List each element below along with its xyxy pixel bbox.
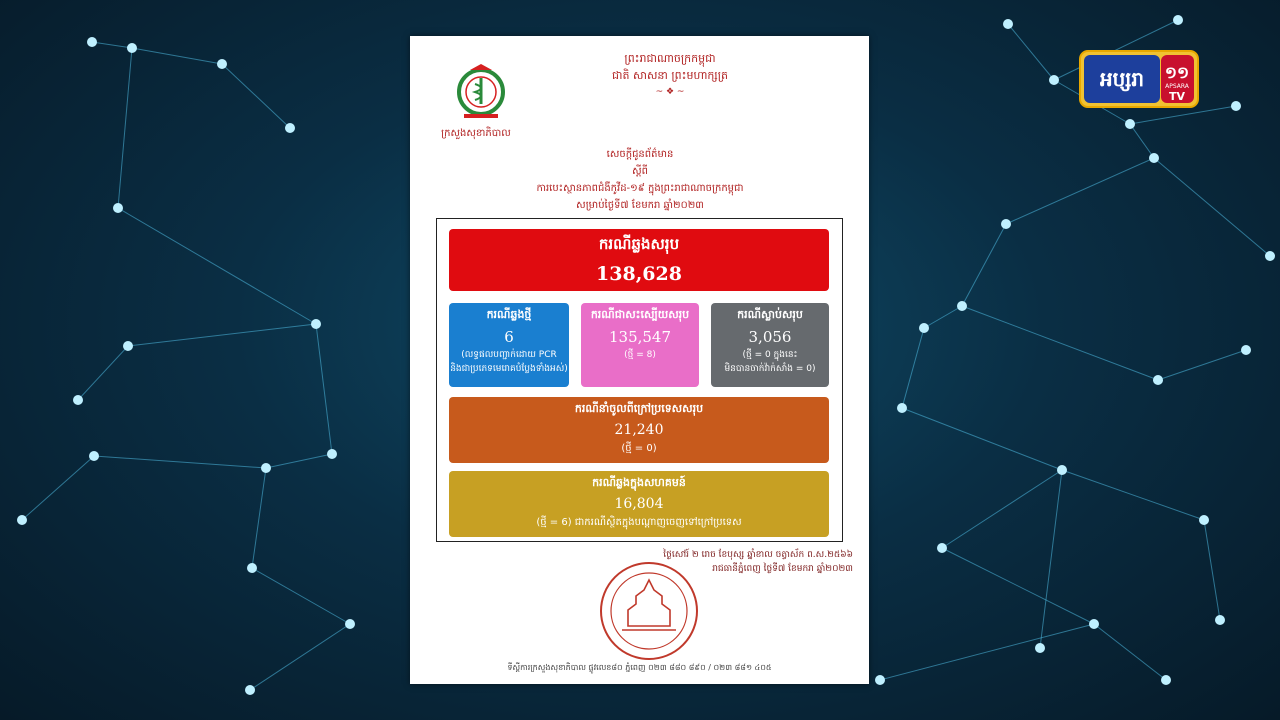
- network-node: [897, 403, 907, 413]
- press-release-document: [410, 36, 869, 684]
- title-line-4: សម្រាប់ថ្ងៃទី៧ ខែមករា ឆ្នាំ២០២៣: [576, 200, 704, 211]
- network-node: [123, 341, 133, 351]
- release-title: [470, 146, 810, 214]
- network-link: [924, 306, 962, 328]
- network-node: [1003, 19, 1013, 29]
- network-node: [1215, 615, 1225, 625]
- network-node: [1161, 675, 1171, 685]
- title-line-2: ស្តីពី: [632, 166, 648, 177]
- ministry-name: ក្រសួងសុខាភិបាល: [441, 128, 511, 139]
- network-link: [1130, 124, 1154, 158]
- network-link: [252, 468, 266, 568]
- network-node: [285, 123, 295, 133]
- network-node: [875, 675, 885, 685]
- network-link: [1006, 158, 1154, 224]
- community-note: (ថ្មី = 6) ជាករណីស្ថិតក្នុងបណ្តាញចេញទៅក្រៅប្រទេស: [536, 517, 742, 528]
- network-link: [1094, 624, 1166, 680]
- network-link: [962, 224, 1006, 306]
- channel-logo-text: អប្សរា: [1099, 67, 1145, 91]
- deaths-note-1: (ថ្មី = 0 ក្នុងនេះ: [742, 350, 798, 360]
- network-node: [89, 451, 99, 461]
- network-node: [1265, 251, 1275, 261]
- network-node: [1035, 643, 1045, 653]
- network-node: [73, 395, 83, 405]
- network-link: [94, 456, 266, 468]
- dateline-lunar: ថ្ងៃសៅរ៍ ២ រោច ខែបុស្ស ឆ្នាំខាល ចត្វាស័ក ព.ស.២៥៦៦: [663, 550, 853, 560]
- network-link: [962, 306, 1158, 380]
- network-link: [1204, 520, 1220, 620]
- network-node: [247, 563, 257, 573]
- network-link: [1158, 350, 1246, 380]
- network-link: [1040, 470, 1062, 648]
- network-node: [245, 685, 255, 695]
- imported-label: ករណីនាំចូលពីក្រៅប្រទេសសរុប: [574, 402, 704, 415]
- network-link: [880, 624, 1094, 680]
- recovered-note: (ថ្មី = 8): [624, 350, 656, 360]
- community-label: ករណីឆ្លងក្នុងសហគមន៍: [592, 476, 686, 489]
- network-node: [127, 43, 137, 53]
- network-link: [1008, 24, 1054, 80]
- new-cases-note-1: (លទ្ធផលបញ្ជាក់ដោយ PCR: [461, 350, 557, 360]
- ministry-logo-icon: [454, 62, 508, 124]
- network-link: [252, 568, 350, 624]
- network-link: [942, 548, 1094, 624]
- network-link: [1062, 470, 1204, 520]
- network-node: [327, 449, 337, 459]
- network-node: [1231, 101, 1241, 111]
- network-link: [266, 454, 332, 468]
- community-cases-box: [449, 471, 829, 537]
- network-link: [1130, 106, 1236, 124]
- network-link: [902, 328, 924, 408]
- network-link: [128, 324, 316, 346]
- footer-address: ទីស្តីការក្រសួងសុខាភិបាល ផ្លូវលេខ៨០ ភ្នំពេញ ០២៣ ៨៨០ ៨៩០ / ០២៣ ៨៨១ ៤០៥: [507, 663, 772, 672]
- network-node: [113, 203, 123, 213]
- recovered-value: 135,547: [608, 328, 672, 346]
- network-node: [1173, 15, 1183, 25]
- channel-logo-tv: TV: [1168, 90, 1186, 103]
- channel-logo-number: ១១: [1164, 63, 1190, 82]
- network-link: [250, 624, 350, 690]
- network-link: [222, 64, 290, 128]
- network-node: [919, 323, 929, 333]
- community-value: 16,804: [614, 496, 664, 512]
- network-link: [118, 48, 132, 208]
- kingdom-header: [560, 50, 780, 101]
- network-link: [78, 346, 128, 400]
- imported-value: 21,240: [614, 422, 664, 438]
- new-cases-note-2: និងជាប្រភេទមេរោគបំប្លែងទាំងអស់): [450, 364, 568, 374]
- kingdom-name: ព្រះរាជាណាចក្រកម្ពុជា: [624, 52, 716, 65]
- network-node: [311, 319, 321, 329]
- network-link: [1154, 158, 1270, 256]
- new-cases-value: 6: [504, 328, 514, 346]
- network-link: [316, 324, 332, 454]
- national-motto: ជាតិ សាសនា ព្រះមហាក្សត្រ: [612, 69, 728, 82]
- ornament: ~ ❖ ~: [655, 87, 685, 97]
- deaths-label: ករណីស្លាប់សរុប: [737, 308, 803, 321]
- network-node: [1149, 153, 1159, 163]
- network-node: [87, 37, 97, 47]
- title-line-3: ការបេះស្ថានភាពជំងឺកូវីដ-១៩ ក្នុងព្រះរាជាណាចក្រកម្ពុជា: [536, 183, 744, 194]
- network-link: [132, 48, 222, 64]
- statistics-panel: [436, 218, 843, 542]
- network-node: [345, 619, 355, 629]
- channel-logo-brand: APSARA: [1165, 83, 1189, 90]
- deaths-box: [711, 303, 829, 387]
- network-node: [1057, 465, 1067, 475]
- deaths-value: 3,056: [748, 328, 792, 346]
- new-cases-label: ករណីឆ្លងថ្មី: [486, 308, 532, 321]
- network-node: [1153, 375, 1163, 385]
- network-node: [217, 59, 227, 69]
- network-node: [937, 543, 947, 553]
- network-node: [1199, 515, 1209, 525]
- total-cases-box: [449, 229, 829, 291]
- network-node: [1001, 219, 1011, 229]
- network-node: [1241, 345, 1251, 355]
- network-link: [22, 456, 94, 520]
- recovered-label: ករណីជាសះស្បើយសរុប: [590, 308, 690, 321]
- network-node: [1049, 75, 1059, 85]
- recovered-box: [581, 303, 699, 387]
- network-link: [92, 42, 132, 48]
- network-node: [1125, 119, 1135, 129]
- imported-cases-box: [449, 397, 829, 463]
- deaths-note-2: មិនបានចាក់វ៉ាក់សាំង = 0): [724, 364, 816, 374]
- dateline-place-date: រាជធានីភ្នំពេញ ថ្ងៃទី៧ ខែមករា ឆ្នាំ២០២៣: [712, 564, 853, 574]
- network-node: [1089, 619, 1099, 629]
- network-link: [942, 470, 1062, 548]
- network-node: [261, 463, 271, 473]
- total-cases-value: 138,628: [596, 263, 682, 285]
- title-line-1: សេចក្តីជូនព័ត៌មាន: [606, 149, 674, 160]
- total-cases-label: ករណីឆ្លងសរុប: [598, 235, 680, 253]
- apsara-tv-logo-icon: [1079, 50, 1199, 108]
- network-link: [118, 208, 316, 324]
- network-link: [902, 408, 1062, 470]
- imported-note: (ថ្មី = 0): [621, 443, 657, 454]
- network-node: [957, 301, 967, 311]
- official-seal-icon: [598, 560, 700, 662]
- network-node: [17, 515, 27, 525]
- new-cases-box: [449, 303, 569, 387]
